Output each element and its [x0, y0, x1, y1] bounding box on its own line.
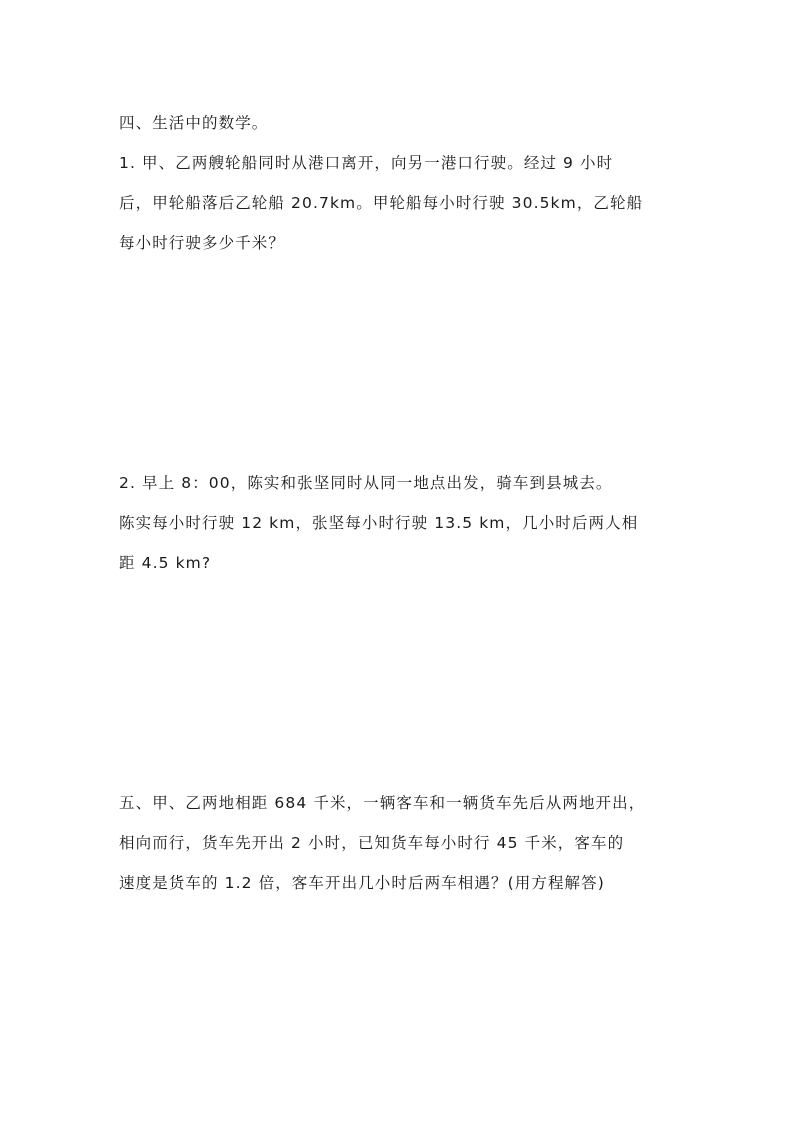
section-five-line-3: 速度是货车的 1.2 倍，客车开出几小时后两车相遇？(用方程解答) — [119, 874, 605, 892]
problem-2-line-3: 距 4.5 km? — [119, 554, 212, 572]
problem-1-line-1: 1. 甲、乙两艘轮船同时从港口离开，向另一港口行驶。经过 9 小时 — [119, 154, 614, 172]
problem-1-line-2: 后，甲轮船落后乙轮船 20.7km。甲轮船每小时行驶 30.5km，乙轮船 — [119, 194, 644, 212]
section-five-line-2: 相向而行，货车先开出 2 小时，已知货车每小时行 45 千米，客车的 — [119, 834, 625, 852]
problem-2-line-1: 2. 早上 8：00，陈实和张坚同时从同一地点出发，骑车到县城去。 — [119, 474, 613, 492]
problem-2-line-2: 陈实每小时行驶 12 km，张坚每小时行驶 13.5 km，几小时后两人相 — [119, 514, 639, 532]
section-five-line-1: 五、甲、乙两地相距 684 千米，一辆客车和一辆货车先后从两地开出， — [119, 794, 646, 812]
section-four-heading: 四、生活中的数学。 — [119, 114, 269, 132]
problem-1-line-3: 每小时行驶多少千米？ — [119, 234, 286, 252]
